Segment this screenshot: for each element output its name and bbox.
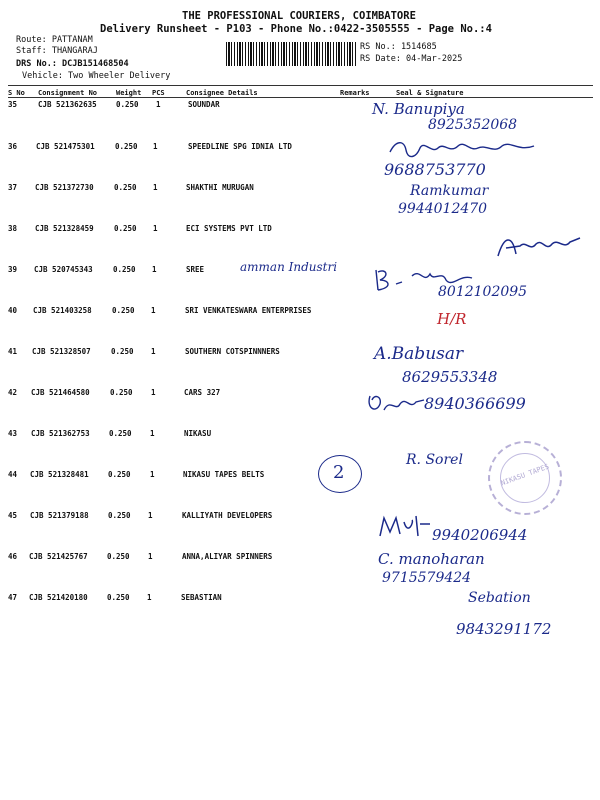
row-37-consignee: SHAKTHI MURUGAN bbox=[186, 183, 254, 192]
row-36-cno: CJB 521475301 bbox=[36, 142, 95, 151]
row-35-sno: 35 bbox=[8, 100, 18, 109]
row-36-scribble-signature bbox=[388, 138, 538, 160]
row-44-circled-count bbox=[318, 455, 362, 493]
row-35-pcs: 1 bbox=[156, 100, 161, 109]
row-40-cno: CJB 521403258 bbox=[33, 306, 92, 315]
row-46-phone: 9715579424 bbox=[382, 570, 472, 586]
row-39-phone: 8012102095 bbox=[438, 284, 528, 300]
row-47-name: Sebation bbox=[468, 590, 531, 606]
row-45-pcs: 1 bbox=[148, 511, 153, 520]
row-43-pcs: 1 bbox=[150, 429, 155, 438]
row-42-pcs: 1 bbox=[151, 388, 156, 397]
header-bottom-rule bbox=[8, 97, 593, 98]
row-44-weight: 0.250 bbox=[108, 470, 131, 479]
row-39-inline-handwriting: amman Industri bbox=[240, 260, 338, 274]
row-41-cno: CJB 521328507 bbox=[32, 347, 91, 356]
row-45-signature bbox=[376, 512, 432, 540]
row-36-sno: 36 bbox=[8, 142, 18, 151]
rs-date: RS Date: 04-Mar-2025 bbox=[360, 54, 463, 64]
row-43-consignee: NIKASU bbox=[184, 429, 212, 438]
header-top-rule bbox=[8, 85, 593, 86]
row-44-count-digit: 2 bbox=[333, 462, 345, 483]
drs-label: DRS No.: DCJB151468504 bbox=[16, 59, 129, 69]
row-35-consignee: SOUNDAR bbox=[188, 100, 220, 109]
row-37-name: Ramkumar bbox=[410, 183, 489, 199]
col-pcs: PCS bbox=[152, 89, 165, 97]
row-38-weight: 0.250 bbox=[114, 224, 137, 233]
row-43-cno: CJB 521362753 bbox=[31, 429, 90, 438]
row-45-phone: 9940206944 bbox=[432, 526, 528, 544]
row-47-phone: 9843291172 bbox=[456, 620, 552, 638]
row-44-cno: CJB 521328481 bbox=[30, 470, 89, 479]
row-37-phone: 9944012470 bbox=[398, 201, 488, 217]
row-47-sno: 47 bbox=[8, 593, 18, 602]
runsheet-line: Delivery Runsheet - P103 - Phone No.:0422-3505555 - Page No.:4 bbox=[100, 23, 492, 35]
row-45-sno: 45 bbox=[8, 511, 18, 520]
row-46-weight: 0.250 bbox=[107, 552, 130, 561]
company-title: THE PROFESSIONAL COURIERS, COIMBATORE bbox=[182, 10, 416, 22]
row-36-phone: 9688753770 bbox=[384, 160, 486, 179]
row-39-pcs: 1 bbox=[152, 265, 157, 274]
row-47-cno: CJB 521420180 bbox=[29, 593, 88, 602]
row-41-phone: 8629553348 bbox=[402, 368, 498, 386]
row-37-cno: CJB 521372730 bbox=[35, 183, 94, 192]
row-38-pcs: 1 bbox=[153, 224, 158, 233]
row-41-weight: 0.250 bbox=[111, 347, 134, 356]
barcode bbox=[226, 42, 356, 66]
row-36-weight: 0.250 bbox=[115, 142, 138, 151]
row-42-weight: 0.250 bbox=[110, 388, 133, 397]
route-label: Route: PATTANAM bbox=[16, 35, 93, 45]
row-37-sno: 37 bbox=[8, 183, 18, 192]
row-37-weight: 0.250 bbox=[114, 183, 137, 192]
row-36-pcs: 1 bbox=[153, 142, 158, 151]
row-44-pcs: 1 bbox=[150, 470, 155, 479]
row-40-mark: H/R bbox=[437, 310, 467, 328]
col-weight: Weight bbox=[116, 89, 142, 97]
row-47-consignee: SEBASTIAN bbox=[181, 593, 222, 602]
row-35-cno: CJB 521362635 bbox=[38, 100, 97, 109]
row-42-phone: 8940366699 bbox=[424, 394, 526, 413]
row-39-sno: 39 bbox=[8, 265, 18, 274]
row-46-cno: CJB 521425767 bbox=[29, 552, 88, 561]
row-35-phone: 8925352068 bbox=[428, 117, 518, 133]
row-37-pcs: 1 bbox=[153, 183, 158, 192]
row-42-signature bbox=[366, 390, 426, 416]
row-40-sno: 40 bbox=[8, 306, 18, 315]
row-46-name: C. manoharan bbox=[378, 550, 485, 568]
row-47-pcs: 1 bbox=[147, 593, 152, 602]
row-35-signature: N. Banupiya bbox=[372, 100, 465, 118]
row-45-cno: CJB 521379188 bbox=[30, 511, 89, 520]
row-47-weight: 0.250 bbox=[107, 593, 130, 602]
row-39-weight: 0.250 bbox=[113, 265, 136, 274]
vehicle-label: Vehicle: Two Wheeler Delivery bbox=[22, 71, 171, 81]
row-41-sno: 41 bbox=[8, 347, 18, 356]
row-43-sno: 43 bbox=[8, 429, 18, 438]
row-46-pcs: 1 bbox=[148, 552, 153, 561]
row-44-sno: 44 bbox=[8, 470, 18, 479]
row-41-name: A.Babusar bbox=[374, 344, 464, 364]
row-44-consignee: NIKASU TAPES BELTS bbox=[183, 470, 265, 479]
staff-label: Staff: THANGARAJ bbox=[16, 46, 98, 56]
row-45-weight: 0.250 bbox=[108, 511, 131, 520]
row-42-cno: CJB 521464580 bbox=[31, 388, 90, 397]
row-45-consignee: KALLIYATH DEVELOPERS bbox=[182, 511, 273, 520]
row-40-consignee: SRI VENKATESWARA ENTERPRISES bbox=[185, 306, 312, 315]
row-46-sno: 46 bbox=[8, 552, 18, 561]
row-40-weight: 0.250 bbox=[112, 306, 135, 315]
row-40-pcs: 1 bbox=[151, 306, 156, 315]
row-38-signature bbox=[494, 232, 584, 262]
company-seal-stamp: NIKASU TAPES bbox=[488, 441, 562, 515]
row-38-cno: CJB 521328459 bbox=[35, 224, 94, 233]
row-42-sno: 42 bbox=[8, 388, 18, 397]
row-38-consignee: ECI SYSTEMS PVT LTD bbox=[186, 224, 272, 233]
col-consignee: Consignee Details bbox=[186, 89, 258, 97]
row-42-consignee: CARS 327 bbox=[184, 388, 221, 397]
col-sno: S No bbox=[8, 89, 25, 97]
row-39-consignee: SREE bbox=[186, 265, 205, 274]
row-44-signature: R. Sorel bbox=[406, 452, 463, 468]
row-41-pcs: 1 bbox=[151, 347, 156, 356]
row-43-weight: 0.250 bbox=[109, 429, 132, 438]
row-36-consignee: SPEEDLINE SPG IDNIA LTD bbox=[188, 142, 292, 151]
col-remarks: Remarks bbox=[340, 89, 370, 97]
col-seal: Seal & Signature bbox=[396, 89, 464, 97]
rs-number: RS No.: 1514685 bbox=[360, 42, 437, 52]
row-39-cno: CJB 520745343 bbox=[34, 265, 93, 274]
col-consignment: Consignment No bbox=[38, 89, 98, 97]
row-38-sno: 38 bbox=[8, 224, 18, 233]
row-41-consignee: SOUTHERN COTSPINNNERS bbox=[185, 347, 280, 356]
row-46-consignee: ANNA,ALIYAR SPINNERS bbox=[182, 552, 273, 561]
row-35-weight: 0.250 bbox=[116, 100, 139, 109]
